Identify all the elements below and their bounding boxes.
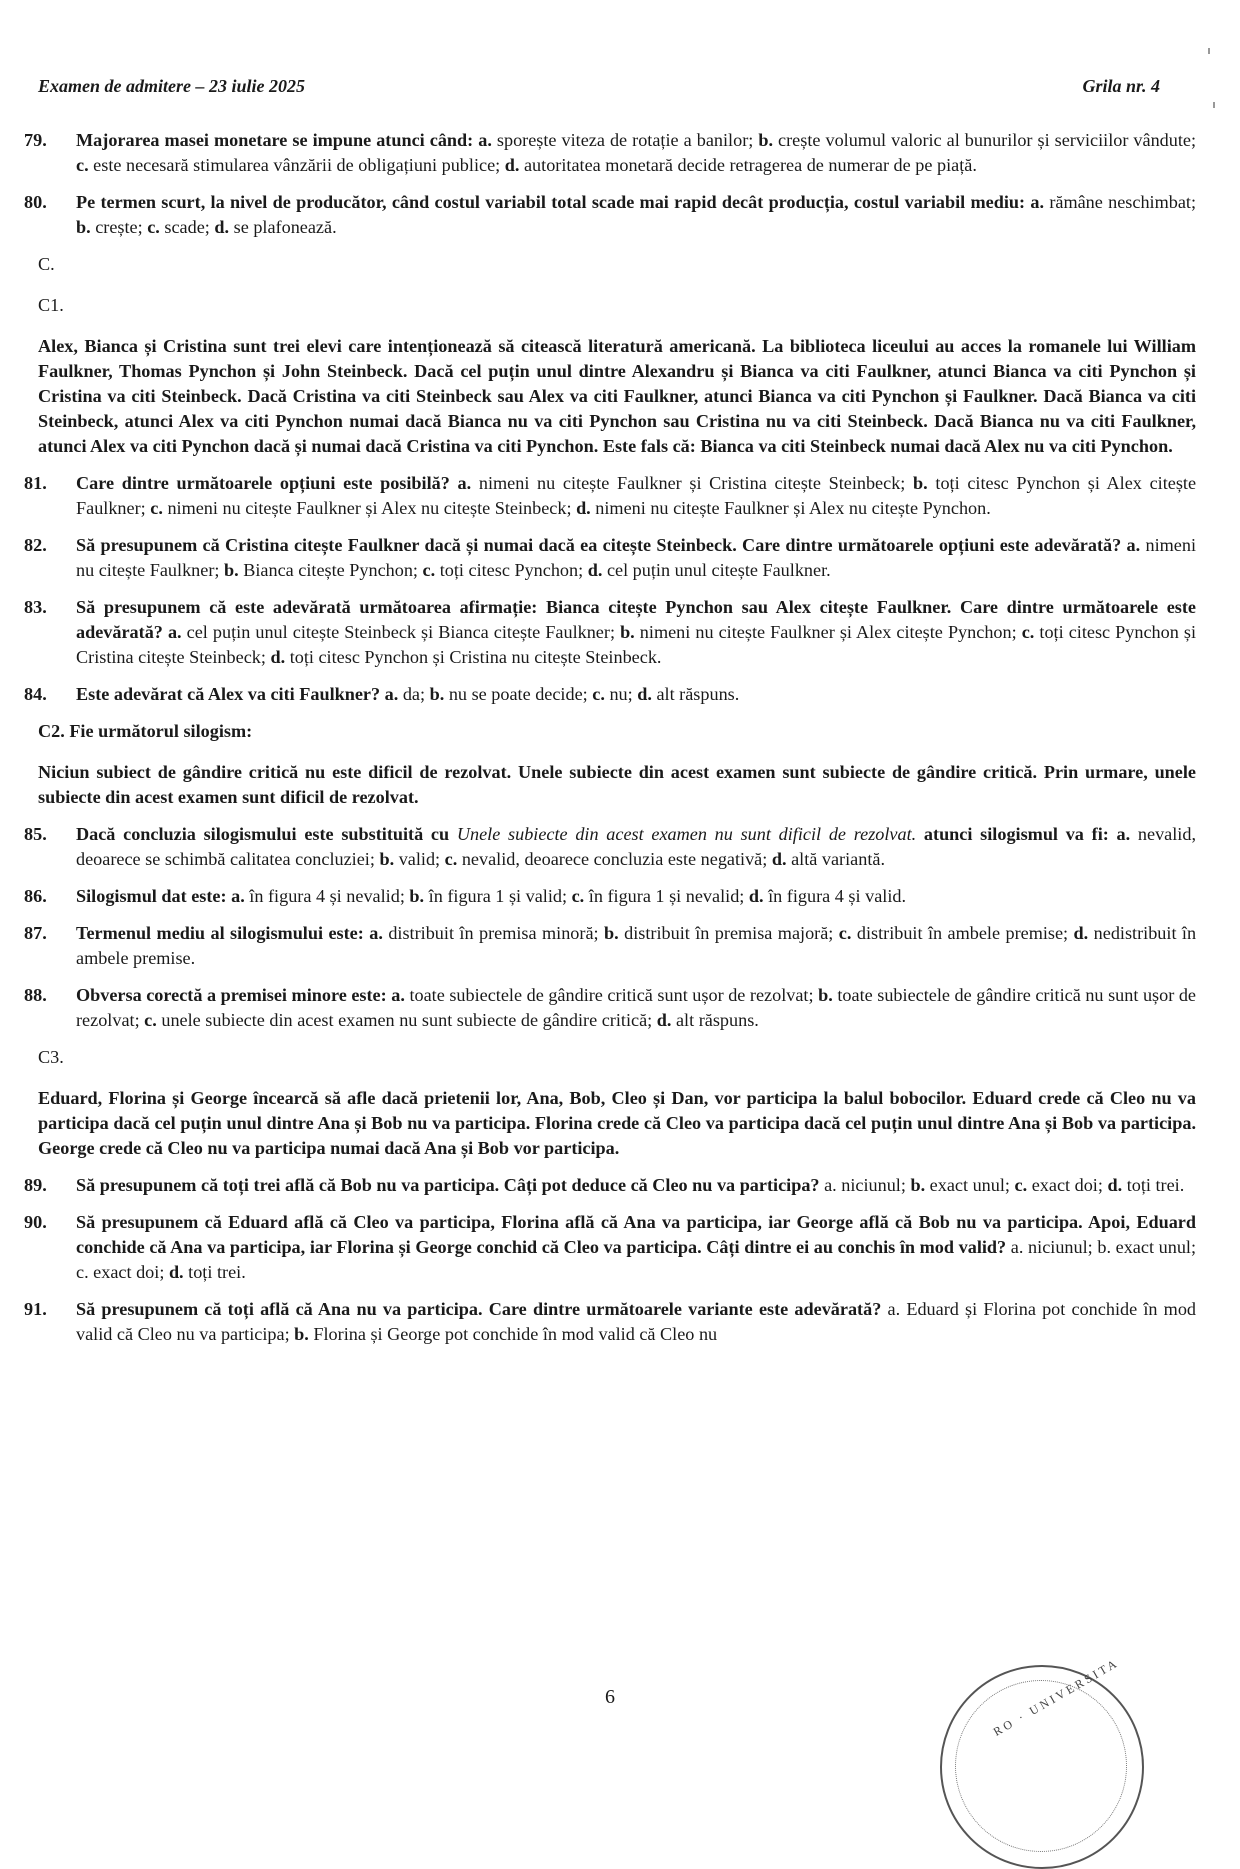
option-text: unele subiecte din acest examen nu sunt subiecte de gândire critică; [161,1010,653,1030]
option-text: toate subiectele de gândire critică nu sunt ușor de rezolvat; [76,985,1197,1030]
option-text: exact unul; [1115,1237,1197,1257]
option-text: în figura 4 și valid. [768,886,907,906]
option-text: nevalid, deoarece se schimbă calitatea concluziei; [76,824,1197,869]
option-text: în figura 1 și valid; [428,886,568,906]
option-label: d. [504,155,520,175]
option-label: a. [457,473,472,493]
option-label: a. [391,985,405,1005]
option-text: toți trei. [188,1262,246,1282]
option-text: toți trei. [1126,1175,1185,1195]
question-82 [24,533,1196,583]
option-text: niciunul; [1028,1237,1093,1257]
option-text: crește; [95,217,143,237]
option-text: niciunul; [841,1175,906,1195]
option-label: b. [910,1175,926,1195]
question-number: 82. [24,535,47,555]
option-text: toți citesc Pynchon și Cristina citește Steinbeck; [76,622,1197,667]
option-label: b. [76,217,91,237]
option-label: d. [656,1010,672,1030]
option-text: exact doi; [93,1262,165,1282]
question-stem: Silogismul dat este: [76,886,227,906]
option-label: a. [887,1299,901,1319]
option-label: d. [771,849,787,869]
question-stem: Termenul mediu al silogismului este: [76,923,364,943]
section-c3-heading: C3. [38,1047,64,1067]
option-label: c. [571,886,585,906]
option-label: d. [576,498,591,518]
option-label: c. [838,923,852,943]
option-label: a. [231,886,245,906]
question-number: 81. [24,473,47,493]
option-label: d. [587,560,603,580]
option-text: nimeni nu citește Faulkner și Alex nu citește Steinbeck; [167,498,572,518]
option-text: Bianca citește Pynchon; [243,560,418,580]
option-text: nu se poate decide; [448,684,588,704]
option-text: Florina și George pot conchide în mod valid că Cleo nu [313,1324,718,1344]
option-text: se plafonează. [233,217,337,237]
option-label: d. [270,647,286,667]
option-text: nedistribuit în ambele premise. [76,923,1197,968]
question-number: 90. [24,1212,47,1232]
section-c-heading: C. [38,254,55,274]
option-text: toți citesc Pynchon și Cristina nu citește Steinbeck. [289,647,662,667]
option-label: c. [592,684,605,704]
option-label: d. [1107,1175,1123,1195]
c2-syllogism-text: Niciun subiect de gândire critică nu este dificil de rezolvat. Unele subiecte din acest examen sunt subiecte de gândire critică. Prin urmare, unele subiecte din acest examen sunt dificil de rezolvat. [38,762,1196,807]
document-body [24,128,1196,1359]
option-text: nimeni nu citește Faulkner și Alex citește Pynchon; [639,622,1017,642]
option-label: c. [150,498,163,518]
option-text: cel puțin unul citește Steinbeck și Bianca citește Faulkner; [186,622,615,642]
stamp-text: RO · UNIVERSITA [990,1655,1122,1739]
question-81 [24,471,1196,521]
question-stem: Să presupunem că este adevărată următoarea afirmație: Bianca citește Pynchon sau Alex citește Faulkner. Care dintre următoarele este adevărată? [76,597,1196,642]
option-label: c. [1014,1175,1028,1195]
question-stem: Majorarea masei monetare se impune atunci când: [76,130,474,150]
option-label: d. [748,886,764,906]
option-text: scade; [164,217,210,237]
option-label: b. [604,923,619,943]
question-stem-end: atunci silogismul va fi: [923,824,1109,844]
page-number: 6 [605,1686,615,1708]
option-text: da; [402,684,426,704]
question-86 [24,884,1196,909]
question-stem: Dacă concluzia silogismului este substituită cu [76,824,450,844]
option-text: cel puțin unul citește Faulkner. [606,560,831,580]
option-label: a. [369,923,383,943]
question-stem: Să presupunem că toți află că Ana nu va participa. Care dintre următoarele variante este adevărată? [76,1299,882,1319]
option-text: distribuit în ambele premise; [856,923,1069,943]
question-79 [24,128,1196,178]
question-stem: Pe termen scurt, la nivel de producător, când costul variabil total scade mai rapid decât producția, costul variabil mediu: [76,192,1026,212]
option-text: nu; [609,684,633,704]
option-text: exact unul; [929,1175,1010,1195]
option-label: c. [144,1010,157,1030]
question-stem: Obversa corectă a premisei minore este: [76,985,387,1005]
option-label: b. [620,622,635,642]
option-text: în figura 4 și nevalid; [249,886,405,906]
option-label: a. [1010,1237,1024,1257]
option-text: distribuit în premisa minoră; [388,923,599,943]
option-label: a. [1126,535,1141,555]
page-header [38,76,1160,106]
option-text: distribuit în premisa majoră; [624,923,834,943]
scan-speck [1208,48,1210,54]
option-label: a. [167,622,182,642]
option-label: a. [1030,192,1045,212]
question-stem: Să presupunem că Eduard află că Cleo va participa, Florina află că Ana va participa, iar George află că Bob nu va participa. Apoi, Eduard conchide că Ana va participa, iar Florina și George conchid că Cleo va participa. Câți dintre ei au conchis în mod valid? [76,1212,1196,1257]
question-91 [24,1297,1196,1347]
option-label: c. [422,560,436,580]
question-number: 89. [24,1175,47,1195]
option-label: c. [1021,622,1035,642]
option-text: sporește viteza de rotație a banilor; [496,130,754,150]
question-number: 84. [24,684,47,704]
option-label: b. [1097,1237,1111,1257]
option-label: b. [294,1324,309,1344]
section-c1-heading: C1. [38,295,64,315]
question-number: 80. [24,192,47,212]
option-text: alt răspuns. [656,684,740,704]
option-text: alt răspuns. [675,1010,759,1030]
option-label: a. [824,1175,837,1195]
question-number: 85. [24,824,47,844]
question-90 [24,1210,1196,1285]
option-label: b. [758,130,774,150]
option-label: b. [429,684,445,704]
option-text: este necesară stimularea vânzării de obligațiuni publice; [93,155,501,175]
option-label: c. [147,217,160,237]
option-label: d. [168,1262,184,1282]
option-label: d. [214,217,230,237]
option-label: a. [478,130,492,150]
option-label: c. [76,1262,89,1282]
option-text: rămâne neschimbat; [1049,192,1197,212]
option-text: autoritatea monetară decide retragerea de numerar de pe piață. [523,155,977,175]
question-84 [24,682,1196,707]
question-stem: Este adevărat că Alex va citi Faulkner? [76,684,381,704]
question-stem: Care dintre următoarele opțiuni este posibilă? [76,473,450,493]
c1-premise-text: Alex, Bianca și Cristina sunt trei elevi care intenționează să citească literatură americană. La biblioteca liceului au acces la romanele lui William Faulkner, Thomas Pynchon și John Steinbeck. Dacă cel puțin unul dintre Alexandru și Bianca va citi Faulkner, atunci Bianca va citi Pynchon și Cristina va citi Steinbeck. Dacă Cristina va citi Steinbeck sau Alex va citi Faulkner, atunci Bianca va citi Pynchon și Faulkner. Dacă Bianca va citi Steinbeck, atunci Alex va citi Pynchon numai dacă Bianca nu va citi Pynchon sau Cristina nu va citi Steinbeck. Dacă Bianca nu va citi Faulkner, atunci Alex va citi Pynchon dacă și numai dacă Cristina va citi Pynchon. Este fals că: Bianca va citi Steinbeck numai dacă Alex nu va citi Pynchon. [38,336,1196,456]
option-label: b. [409,886,425,906]
option-text: toți citesc Pynchon; [439,560,584,580]
question-number: 91. [24,1299,47,1319]
question-89 [24,1173,1196,1198]
option-label: a. [1116,824,1131,844]
question-87 [24,921,1196,971]
question-number: 87. [24,923,47,943]
question-stem: Să presupunem că toți trei află că Bob nu va participa. Câți pot deduce că Cleo nu va participa? [76,1175,820,1195]
option-label: c. [76,155,89,175]
question-83 [24,595,1196,670]
option-label: d. [1073,923,1089,943]
option-text: toate subiectele de gândire critică sunt ușor de rezolvat; [409,985,814,1005]
section-c2-heading: C2. Fie următorul silogism: [38,721,253,741]
option-label: b. [913,473,928,493]
question-number: 79. [24,130,47,150]
option-label: a. [384,684,399,704]
question-85 [24,822,1196,872]
option-text: nimeni nu citește Faulkner și Alex nu citește Pynchon. [595,498,991,518]
option-label: d. [637,684,652,704]
c3-premise-text: Eduard, Florina și George încearcă să afle dacă prietenii lor, Ana, Bob, Cleo și Dan, vor participa la balul bobocilor. Eduard crede că Cleo nu va participa dacă cel puțin unul dintre Ana și Bob nu va participa. Florina crede că Cleo va participa dacă cel puțin unul dintre Ana și Bob va participa. George crede că Cleo nu va participa numai dacă Ana și Bob vor participa. [38,1088,1196,1158]
scan-speck [1213,102,1215,108]
question-number: 83. [24,597,47,617]
option-text: altă variantă. [791,849,885,869]
option-text: Eduard și Florina pot conchide în mod valid că Cleo nu va participa; [76,1299,1197,1344]
question-88 [24,983,1196,1033]
grid-number: Grila nr. 4 [1082,76,1160,96]
option-label: b. [818,985,833,1005]
option-text: nimeni nu citește Faulkner și Cristina citește Steinbeck; [478,473,906,493]
option-label: c. [444,849,458,869]
question-number: 88. [24,985,47,1005]
question-stem-italic: Unele subiecte din acest examen nu sunt dificil de rezolvat. [456,824,917,844]
option-text: crește volumul valoric al bunurilor și serviciilor vândute; [778,130,1197,150]
option-text: exact doi; [1031,1175,1103,1195]
option-label: b. [224,560,239,580]
option-text: nimeni nu citește Faulkner; [76,535,1197,580]
option-label: b. [379,849,395,869]
option-text: toți citesc Pynchon și Alex citește Faulkner; [76,473,1197,518]
question-stem: Să presupunem că Cristina citește Faulkner dacă și numai dacă ea citește Steinbeck. Care dintre următoarele opțiuni este adevărată? [76,535,1122,555]
exam-title: Examen de admitere – 23 iulie 2025 [38,76,305,96]
option-text: nevalid, deoarece concluzia este negativă; [461,849,768,869]
option-text: valid; [398,849,441,869]
question-80 [24,190,1196,240]
option-text: în figura 1 și nevalid; [588,886,745,906]
question-number: 86. [24,886,47,906]
